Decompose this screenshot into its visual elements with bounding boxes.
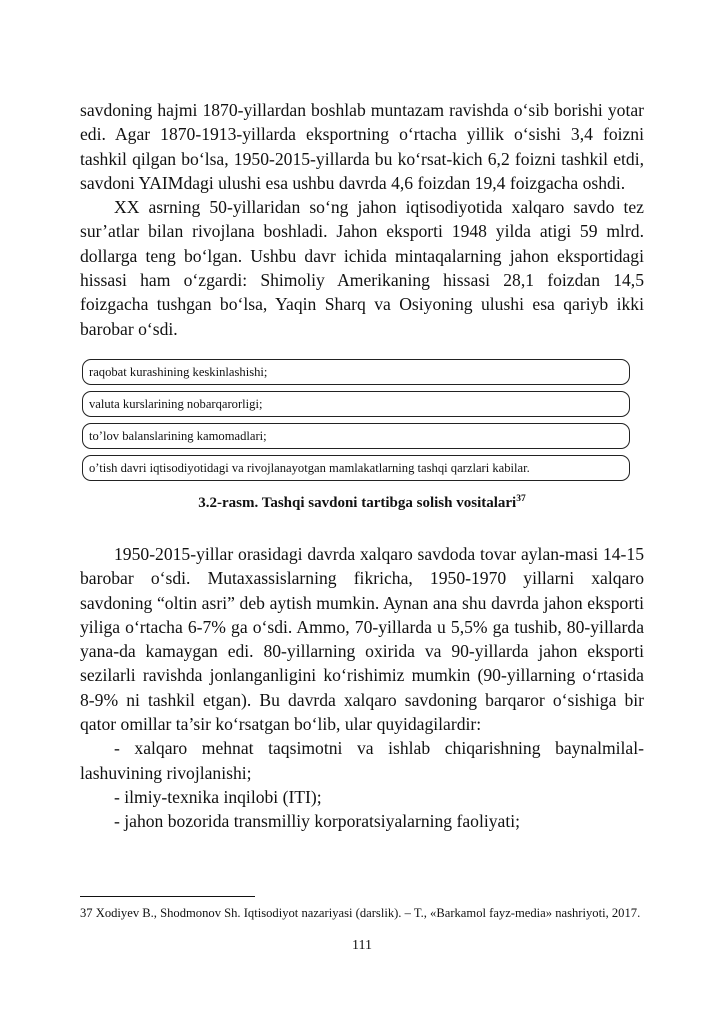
figure-item-box: valuta kurslarining nobarqarorligi;: [82, 391, 630, 417]
list-item: - xalqaro mehnat taqsimotni va ishlab chiqarishning baynalmilal-lashuvining rivojlanishi;: [80, 738, 644, 783]
paragraph: XX asrning 50-yillaridan so‘ng jahon iqtisodiyotida xalqaro savdo tez sur’atlar bilan rivojlana boshladi. Jahon eksporti 1948 yilda atigi 59 mlrd. dollarga teng bo‘lgan. Ushbu davr ichida mintaqalarning jahon eksportidagi hissasi ham o‘zgardi: Shimoliy Amerikaning hissasi 28,1 foizdan 14,5 foizgacha tushgan bo‘lsa, Yaqin Sharq va Osiyoning ulushi esa qariyb ikki barobar o‘sdi.: [80, 197, 644, 339]
page-number: 111: [352, 938, 372, 953]
figure-item-box: o’tish davri iqtisodiyotidagi va rivojlanayotgan mamlakatlarning tashqi qarzlari kabilar.: [82, 455, 630, 481]
figure-caption: [80, 494, 644, 512]
list-item: - ilmiy-texnika inqilobi (ITI);: [114, 786, 322, 807]
footnote-ref: 37: [516, 493, 526, 504]
page-body: [80, 98, 644, 834]
footnote: 37 Xodiyev B., Shodmonov Sh. Iqtisodiyot nazariyasi (darslik). – T., «Barkamol fayz-media» nashriyoti, 2017.: [80, 906, 641, 920]
paragraph: savdoning hajmi 1870-yillardan boshlab muntazam ravishda o‘sib borishi yotar edi. Agar 1870-1913-yillarda eksportning o‘rtacha yillik o‘sishi 3,4 foizni tashkil qilgan bo‘lsa, 1950-2015-yillarda bu ko‘rsat-kich 6,2 foizni tashkil etdi, savdoni YAIMdagi ulushi esa ushbu davrda 4,6 foizdan 19,4 foizgacha oshdi.: [80, 100, 644, 193]
paragraph: 1950-2015-yillar orasidagi davrda xalqaro savdoda tovar aylan-masi 14-15 barobar o‘sdi. Mutaxassislarning fikricha, 1950-1970 yillarni xalqaro savdoning “oltin asri” deb aytish mumkin. Aynan ana shu davrda jahon eksporti yiliga o‘rtacha 6-7% ga o‘sdi. Ammo, 70-yillarda u 5,5% ga tushib, 80-yillarda yana-da kamaygan edi. 80-yillarning oxirida va 90-yillarda jahon eksporti sezilarli ravishda jonlanganligini ko‘rishimiz mumkin (90-yillarning o‘rtasida 8-9% ni tashkil etgan). Bu davrda xalqaro savdoning barqaror o‘sishiga bir qator omillar ta’sir ko‘rsatgan bo‘lib, ular quyidagilardir:: [80, 543, 644, 735]
figure-diagram: [80, 359, 644, 481]
list-item: - jahon bozorida transmilliy korporatsiyalarning faoliyati;: [114, 811, 521, 832]
footnote-divider: [80, 896, 255, 897]
figure-item-box: to’lov balanslarining kamomadlari;: [82, 423, 630, 449]
figure-item-box: raqobat kurashining keskinlashishi;: [82, 359, 630, 385]
figure-caption-text: 3.2-rasm. Tashqi savdoni tartibga solish vositalari: [198, 494, 517, 511]
